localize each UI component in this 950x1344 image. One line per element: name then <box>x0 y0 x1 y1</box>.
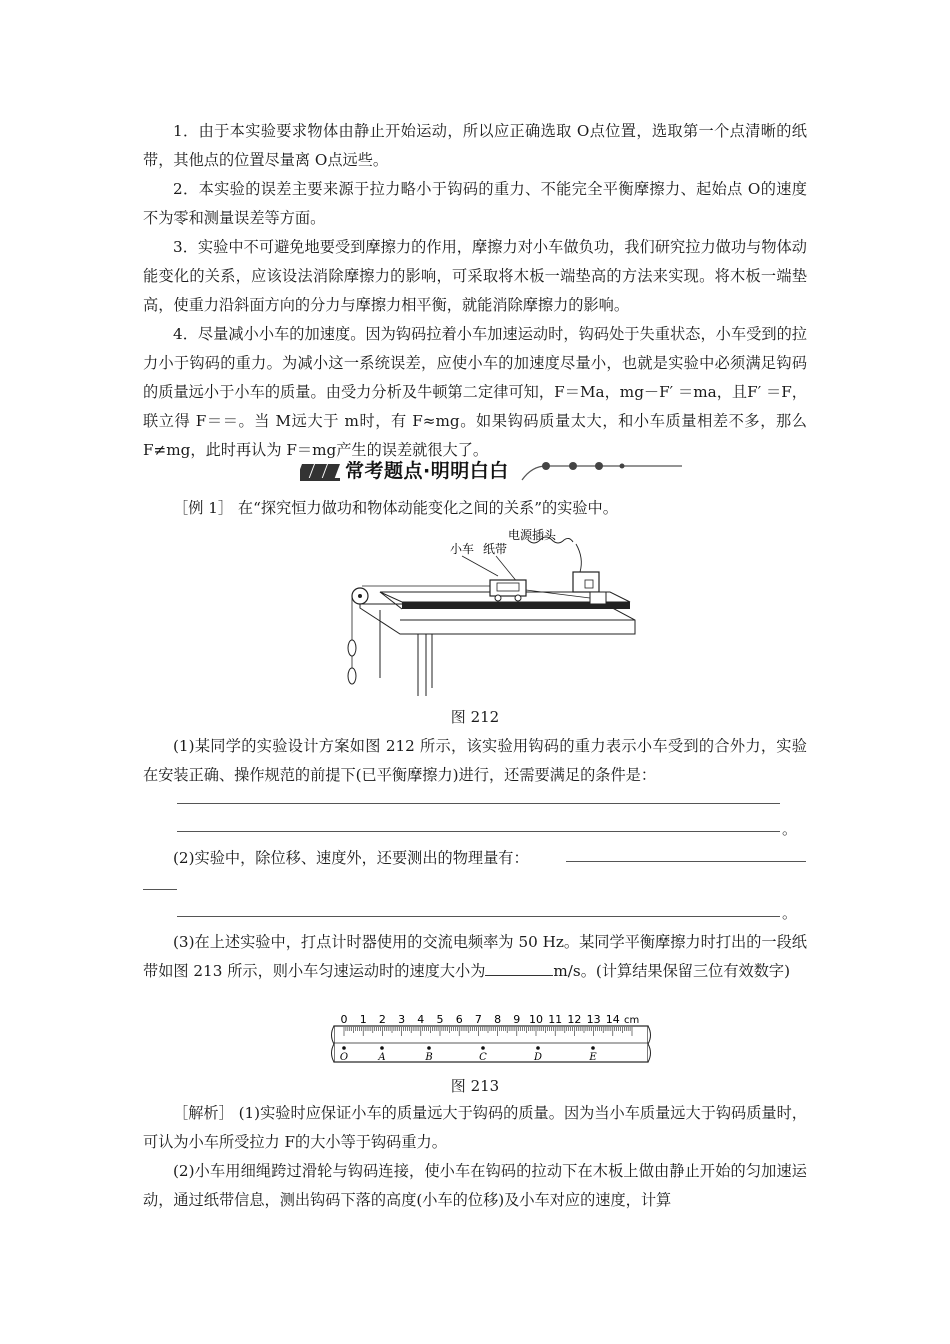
tape-point-label: B <box>425 1052 433 1063</box>
analysis-1: ［解析］ (1)实验时应保证小车的质量远大于钩码的质量。因为当小车质量远大于钩码质量时，可认为小车所受拉力 F的大小等于钩码重力。 <box>143 1104 807 1151</box>
ruler-number: 13 <box>586 1013 601 1026</box>
question-1 <box>143 732 807 790</box>
tape-point <box>591 1046 595 1050</box>
answer-line-1b[interactable] <box>177 831 780 832</box>
ruler-figure <box>330 1012 655 1068</box>
cart-label: 小车 <box>450 542 475 556</box>
ruler-number: 9 <box>513 1013 521 1026</box>
note-4: 4．尽量减小小车的加速度。因为钩码拉着小车加速运动时，钩码处于失重状态，小车受到的拉力小于钩码的重力。为减小这一系统误差，应使小车的加速度尽量小，也就是实验中必须满足钩码的质量远小于小车的质量。由受力分析及牛顿第二定律可知，F＝Ma，mg－F′ ＝ma，且F′ ＝F，联立得 F＝＝。当 M远大于 m时，有 F≈mg。如果钩码质量太大，和小车质量相差不多，那么 F≠mg，此时再认为 F＝mg产生的误差就很大了。 <box>143 325 807 459</box>
example-intro <box>143 494 807 523</box>
tape-label: 纸带 <box>483 542 508 556</box>
answer-line-2a[interactable] <box>566 861 806 862</box>
period-2: 。 <box>782 904 798 922</box>
banner-title: 常考题点·明明白白 <box>345 460 509 482</box>
ruler-number: 2 <box>378 1013 386 1026</box>
ruler-number: 12 <box>567 1013 582 1026</box>
ruler-unit: cm <box>624 1015 640 1026</box>
ruler-number: 7 <box>474 1013 482 1026</box>
question-1-text: (1)某同学的实验设计方案如图 212 所示，该实验用钩码的重力表示小车受到的合外力，实验在安装正确、操作规范的前提下(已平衡摩擦力)进行，还需要满足的条件是： <box>143 737 807 784</box>
answer-blank-3[interactable] <box>485 961 553 976</box>
question-2 <box>143 844 807 873</box>
ruler-number: 6 <box>455 1013 463 1026</box>
ruler-number: 1 <box>359 1013 367 1026</box>
analysis-block <box>143 1099 807 1215</box>
tape-point <box>536 1046 540 1050</box>
section-banner <box>300 458 685 486</box>
ruler-number: 5 <box>436 1013 444 1026</box>
analysis-2: (2)小车用细绳跨过滑轮与钩码连接，使小车在钩码的拉动下在木板上做由静止开始的匀加速运动，通过纸带信息，测出钩码下落的高度(小车的位移)及小车对应的速度，计算 <box>143 1162 807 1209</box>
tape-point-label: C <box>479 1052 487 1063</box>
tape-point <box>342 1046 346 1050</box>
ruler-number: 11 <box>548 1013 563 1026</box>
note-2: 2．本实验的误差主要来源于拉力略小于钩码的重力、不能完全平衡摩擦力、起始点 O的速度不为零和测量误差等方面。 <box>143 180 807 227</box>
ruler-number: 4 <box>417 1013 425 1026</box>
ruler-number: 14 <box>605 1013 620 1026</box>
answer-line-1a[interactable] <box>177 803 780 804</box>
plug-label: 电源插头 <box>508 528 557 542</box>
tape-point <box>427 1046 431 1050</box>
tape-point <box>380 1046 384 1050</box>
note-1: 1．由于本实验要求物体由静止开始运动，所以应正确选取 O点位置，选取第一个点清晰的纸带，其他点的位置尽量离 O点远些。 <box>143 122 807 169</box>
apparatus-figure <box>340 528 640 698</box>
tape-point <box>481 1046 485 1050</box>
notes-block <box>143 117 807 465</box>
figure-213-caption: 图 213 <box>450 1077 500 1095</box>
question-3-text-a: (3)在上述实验中，打点计时器使用的交流电频率为 50 Hz。某同学平衡摩擦力时打出的一段纸带如图 213 所示，则小车匀速运动时的速度大小为 <box>143 933 807 980</box>
question-2-text: (2)实验中，除位移、速度外，还要测出的物理量有： <box>173 849 529 867</box>
ruler-number: 3 <box>398 1013 406 1026</box>
tape-point-label: A <box>378 1052 386 1063</box>
period-1: 。 <box>782 820 798 838</box>
tape-point-label: E <box>589 1052 597 1063</box>
example-intro-text: ［例 1］ 在“探究恒力做功和物体动能变化之间的关系”的实验中。 <box>173 499 618 517</box>
question-3-text-b: m/s。(计算结果保留三位有效数字) <box>553 962 791 980</box>
answer-line-2c[interactable] <box>177 916 780 917</box>
tape-point-label: O <box>339 1052 349 1063</box>
ruler-number: 10 <box>529 1013 543 1026</box>
answer-line-2b[interactable] <box>143 889 177 890</box>
ruler-number: 0 <box>340 1013 348 1026</box>
figure-212-caption: 图 212 <box>450 708 500 726</box>
question-3 <box>143 928 807 986</box>
note-3: 3．实验中不可避免地要受到摩擦力的作用，摩擦力对小车做负功，我们研究拉力做功与物体动能变化的关系，应该设法消除摩擦力的影响，可采取将木板一端垫高的方法来实现。将木板一端垫高，使重力沿斜面方向的分力与摩擦力相平衡，就能消除摩擦力的影响。 <box>143 238 807 314</box>
ruler-number: 8 <box>494 1013 502 1026</box>
tape-point-label: D <box>533 1052 543 1063</box>
